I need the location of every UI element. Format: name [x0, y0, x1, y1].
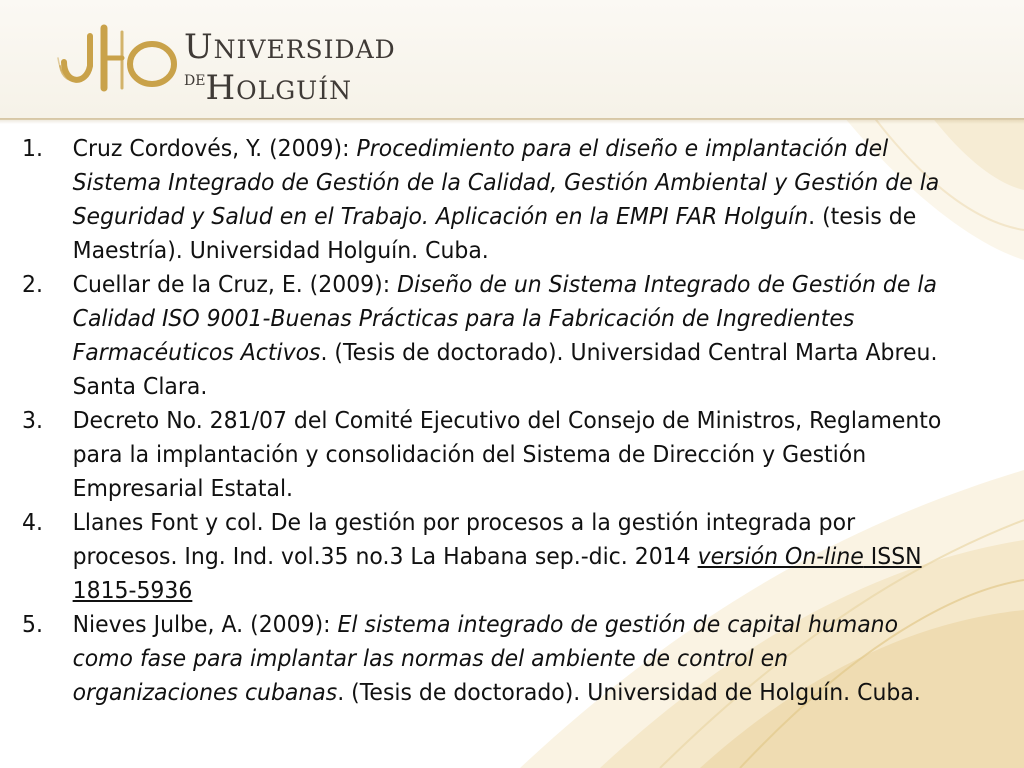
logo-universidad: UNIVERSIDAD: [184, 27, 396, 67]
reference-item-4: [22, 506, 948, 608]
online-version-link[interactable]: versión On-line: [697, 544, 864, 570]
reference-item-5: [22, 608, 948, 710]
reference-title: Procedimiento para el diseño e implantación del Sistema Integrado de Gestión de la Calidad, Gestión Ambiental y Gestión de la Seguridad y Salud en el Trabajo. Aplicación en la EMPI FAR Holguín: [72, 136, 940, 230]
university-logo: [56, 22, 396, 108]
reference-item-1: [22, 132, 948, 268]
reference-number: 3.: [22, 408, 43, 434]
header-shadow: [0, 118, 1024, 124]
reference-details: . (Tesis de doctorado). Universidad Central Marta Abreu. Santa Clara.: [72, 340, 938, 400]
reference-author: Cruz Cordovés, Y. (2009):: [72, 136, 357, 162]
reference-text: Llanes Font y col. De la gestión por procesos a la gestión integrada por procesos. Ing. Ind. vol.35 no.3 La Habana sep.-dic. 2014: [72, 510, 856, 570]
reference-title: Diseño de un Sistema Integrado de Gestión de la Calidad ISO 9001-Buenas Prácticas para la Fabricación de Ingredientes Farmacéuticos Activos: [72, 272, 937, 366]
uho-logo-mark: [56, 22, 181, 94]
reference-item-3: [22, 404, 948, 506]
reference-details: . (tesis de Maestría). Universidad Holguín. Cuba.: [72, 204, 917, 264]
reference-number: 5.: [22, 612, 43, 638]
reference-number: 4.: [22, 510, 43, 536]
reference-author: Nieves Julbe, A. (2009):: [72, 612, 338, 638]
logo-holguin: $^{DE}$HOLGUÍN: [184, 68, 352, 108]
reference-number: 2.: [22, 272, 43, 298]
reference-number: 1.: [22, 136, 43, 162]
reference-list: [22, 132, 948, 710]
reference-details: . (Tesis de doctorado). Universidad de Holguín. Cuba.: [337, 680, 921, 706]
reference-item-2: [22, 268, 948, 404]
reference-author: Cuellar de la Cruz, E. (2009):: [72, 272, 398, 298]
header-band: [0, 0, 1024, 120]
issn-link[interactable]: ISSN 1815-5936: [72, 544, 922, 604]
reference-text: Decreto No. 281/07 del Comité Ejecutivo del Consejo de Ministros, Reglamento para la implantación y consolidación del Sistema de Dirección y Gestión Empresarial Estatal.: [72, 408, 942, 502]
reference-title: El sistema integrado de gestión de capital humano como fase para implantar las normas del ambiente de control en organizaciones cubanas: [72, 612, 899, 706]
